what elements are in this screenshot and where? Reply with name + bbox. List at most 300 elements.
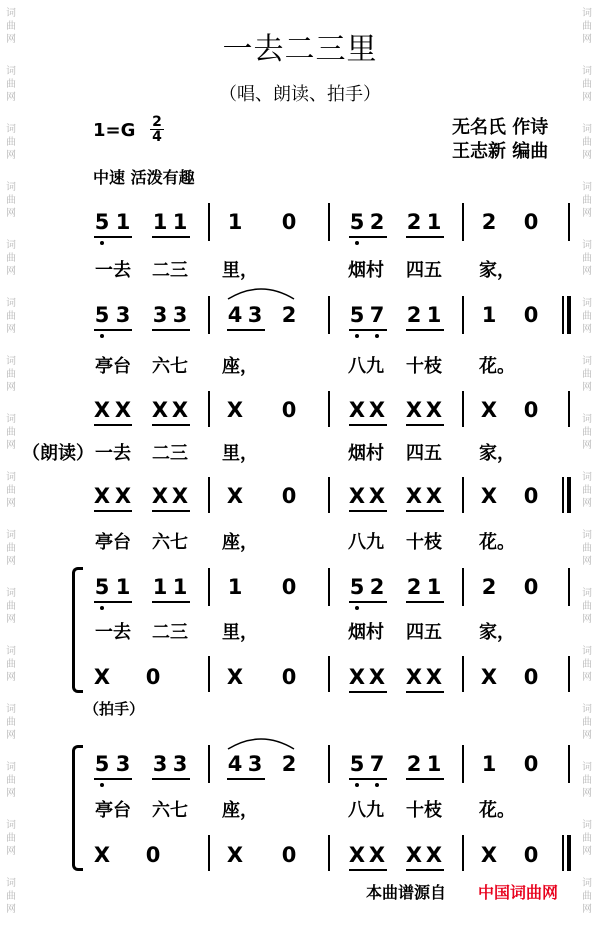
note: 5 xyxy=(349,210,365,234)
low-octave-dot xyxy=(355,783,359,787)
underline xyxy=(349,236,387,238)
note: 1 xyxy=(426,303,442,327)
note: 7 xyxy=(369,752,385,776)
composer-credit: 王志新 编曲 xyxy=(452,141,549,162)
note: 0 xyxy=(281,210,297,234)
note: X xyxy=(114,398,132,422)
barline xyxy=(208,835,210,871)
note: X xyxy=(480,484,498,508)
watermark-glyph: 网 xyxy=(582,556,592,567)
note: 0 xyxy=(523,484,539,508)
time-signature: 2 4 xyxy=(150,115,164,144)
low-octave-dot xyxy=(100,783,104,787)
watermark-glyph: 网 xyxy=(6,150,16,161)
barline xyxy=(562,296,564,334)
watermark-glyph: 网 xyxy=(6,92,16,103)
watermark-glyph: 词 xyxy=(6,588,16,599)
underline xyxy=(406,691,444,693)
watermark-glyph: 词 xyxy=(6,530,16,541)
watermark-glyph: 曲 xyxy=(6,311,16,322)
underline xyxy=(406,778,444,780)
watermark-glyph: 网 xyxy=(582,614,592,625)
watermark-glyph: 词 xyxy=(582,820,592,831)
note: X xyxy=(368,484,386,508)
note: 0 xyxy=(145,665,161,689)
watermark-glyph: 曲 xyxy=(582,601,592,612)
lyric: 烟村 xyxy=(348,260,384,281)
lyric: 亭台 xyxy=(95,800,131,821)
watermark-glyph: 网 xyxy=(582,208,592,219)
barline xyxy=(462,203,464,241)
underline xyxy=(349,601,387,603)
page-title: 一去二三里 xyxy=(222,32,378,67)
tempo-marking: 中速 活泼有趣 xyxy=(93,168,195,187)
watermark-glyph: 曲 xyxy=(6,253,16,264)
watermark-glyph: 网 xyxy=(6,614,16,625)
low-octave-dot xyxy=(355,241,359,245)
watermark-glyph: 词 xyxy=(6,124,16,135)
watermark-glyph: 曲 xyxy=(6,659,16,670)
underline xyxy=(94,510,132,512)
note: X xyxy=(368,398,386,422)
lyric: 八九 xyxy=(348,356,384,377)
note: 1 xyxy=(172,210,188,234)
source-note: 本曲谱源自 xyxy=(366,883,447,902)
note: X xyxy=(226,398,244,422)
note: 3 xyxy=(247,752,263,776)
low-octave-dot xyxy=(100,334,104,338)
watermark-glyph: 曲 xyxy=(582,427,592,438)
lyric: 里， xyxy=(222,622,258,643)
lyric: 二三 xyxy=(152,622,188,643)
note: 2 xyxy=(481,210,497,234)
watermark-glyph: 词 xyxy=(6,414,16,425)
note: X xyxy=(480,398,498,422)
barline xyxy=(328,296,330,334)
note: 2 xyxy=(481,575,497,599)
barline xyxy=(208,745,210,783)
underline xyxy=(152,601,190,603)
watermark-glyph: 曲 xyxy=(6,833,16,844)
watermark-glyph: 曲 xyxy=(6,195,16,206)
underline xyxy=(406,869,444,871)
note: 0 xyxy=(145,843,161,867)
note: 1 xyxy=(481,303,497,327)
lyric: 一去 xyxy=(95,260,131,281)
watermark-glyph: 词 xyxy=(6,356,16,367)
lyric: 八九 xyxy=(348,800,384,821)
lyric: 花。 xyxy=(479,800,515,821)
lyric: 里， xyxy=(222,260,258,281)
note: 0 xyxy=(523,843,539,867)
underline xyxy=(406,424,444,426)
watermark-glyph: 网 xyxy=(6,382,16,393)
watermark-glyph: 曲 xyxy=(582,833,592,844)
note: 4 xyxy=(227,303,243,327)
note: 2 xyxy=(406,752,422,776)
underline xyxy=(227,329,265,331)
underline xyxy=(152,510,190,512)
watermark-glyph: 曲 xyxy=(582,79,592,90)
note: 2 xyxy=(406,303,422,327)
note: 1 xyxy=(426,575,442,599)
watermark-glyph: 网 xyxy=(582,324,592,335)
subtitle: （唱、朗读、拍手） xyxy=(219,84,381,105)
note: 1 xyxy=(152,575,168,599)
lyric: 家， xyxy=(479,622,515,643)
underline xyxy=(349,691,387,693)
low-octave-dot xyxy=(375,334,379,338)
watermark-glyph: 词 xyxy=(6,704,16,715)
note: 3 xyxy=(115,752,131,776)
barline xyxy=(462,391,464,427)
barline xyxy=(462,296,464,334)
note: 2 xyxy=(406,575,422,599)
barline xyxy=(568,391,570,427)
note: X xyxy=(93,398,111,422)
underline xyxy=(152,329,190,331)
barline xyxy=(208,296,210,334)
note: 3 xyxy=(152,752,168,776)
barline xyxy=(568,745,570,783)
lyric: 二三 xyxy=(152,443,188,464)
watermark-glyph: 曲 xyxy=(6,21,16,32)
lyric: 二三 xyxy=(152,260,188,281)
note: X xyxy=(425,665,443,689)
watermark-column-right xyxy=(580,0,594,929)
slur xyxy=(226,285,296,301)
barline xyxy=(328,656,330,692)
note: X xyxy=(368,665,386,689)
underline xyxy=(152,778,190,780)
note: 1 xyxy=(115,575,131,599)
note: X xyxy=(226,665,244,689)
note: 3 xyxy=(152,303,168,327)
lyric: 花。 xyxy=(479,532,515,553)
note: X xyxy=(114,484,132,508)
watermark-glyph: 词 xyxy=(582,762,592,773)
note: X xyxy=(425,398,443,422)
lyric: 烟村 xyxy=(348,443,384,464)
lyric: 家， xyxy=(479,260,515,281)
barline xyxy=(208,656,210,692)
note: 1 xyxy=(227,210,243,234)
low-octave-dot xyxy=(375,783,379,787)
site-link[interactable]: 中国词曲网 xyxy=(478,883,559,902)
lyric: 六七 xyxy=(152,356,188,377)
underline xyxy=(349,778,387,780)
watermark-glyph: 网 xyxy=(582,788,592,799)
barline xyxy=(208,203,210,241)
read-label: （朗读） xyxy=(22,443,94,464)
watermark-glyph: 词 xyxy=(6,646,16,657)
watermark-glyph: 词 xyxy=(6,8,16,19)
lyric: 四五 xyxy=(406,260,442,281)
note: X xyxy=(348,843,366,867)
note: 3 xyxy=(247,303,263,327)
note: X xyxy=(171,398,189,422)
note: 1 xyxy=(481,752,497,776)
watermark-glyph: 曲 xyxy=(582,891,592,902)
note: 0 xyxy=(281,575,297,599)
note: X xyxy=(348,665,366,689)
watermark-glyph: 词 xyxy=(582,298,592,309)
note: X xyxy=(171,484,189,508)
watermark-glyph: 曲 xyxy=(582,543,592,554)
barline xyxy=(328,835,330,871)
watermark-glyph: 曲 xyxy=(582,485,592,496)
final-barline xyxy=(567,835,571,871)
underline xyxy=(152,236,190,238)
note: 5 xyxy=(349,575,365,599)
watermark-glyph: 词 xyxy=(582,878,592,889)
underline xyxy=(349,329,387,331)
lyric: 里， xyxy=(222,443,258,464)
note: X xyxy=(405,665,423,689)
note: X xyxy=(425,843,443,867)
underline xyxy=(349,510,387,512)
underline xyxy=(406,236,444,238)
watermark-glyph: 词 xyxy=(6,820,16,831)
barline xyxy=(462,745,464,783)
low-octave-dot xyxy=(100,606,104,610)
lyricist-credit: 无名氏 作诗 xyxy=(452,117,549,138)
watermark-glyph: 网 xyxy=(6,266,16,277)
underline xyxy=(349,869,387,871)
underline xyxy=(406,329,444,331)
watermark-glyph: 网 xyxy=(582,904,592,915)
watermark-glyph: 曲 xyxy=(582,195,592,206)
underline xyxy=(94,601,132,603)
note: 2 xyxy=(281,303,297,327)
barline xyxy=(568,203,570,241)
lyric: 十枝 xyxy=(406,800,442,821)
note: 0 xyxy=(281,843,297,867)
barline xyxy=(208,391,210,427)
lyric: 亭台 xyxy=(95,532,131,553)
watermark-column-left xyxy=(4,0,18,929)
note: 1 xyxy=(172,575,188,599)
note: 7 xyxy=(369,303,385,327)
note: 2 xyxy=(369,210,385,234)
underline xyxy=(406,601,444,603)
note: X xyxy=(93,843,111,867)
watermark-glyph: 词 xyxy=(6,762,16,773)
watermark-glyph: 网 xyxy=(6,498,16,509)
watermark-glyph: 词 xyxy=(6,182,16,193)
final-barline xyxy=(567,296,571,334)
note: 2 xyxy=(281,752,297,776)
note: X xyxy=(405,843,423,867)
watermark-glyph: 词 xyxy=(582,8,592,19)
watermark-glyph: 网 xyxy=(6,208,16,219)
lyric: 座， xyxy=(222,532,258,553)
low-octave-dot xyxy=(100,241,104,245)
watermark-glyph: 曲 xyxy=(6,891,16,902)
note: 5 xyxy=(94,210,110,234)
watermark-glyph: 网 xyxy=(6,34,16,45)
watermark-glyph: 曲 xyxy=(582,369,592,380)
watermark-glyph: 网 xyxy=(6,324,16,335)
watermark-glyph: 词 xyxy=(582,66,592,77)
note: 0 xyxy=(523,210,539,234)
barline xyxy=(208,477,210,513)
barline xyxy=(562,477,564,513)
clap-label: （拍手） xyxy=(84,700,145,718)
underline xyxy=(94,424,132,426)
watermark-glyph: 词 xyxy=(582,530,592,541)
note: 4 xyxy=(227,752,243,776)
watermark-glyph: 词 xyxy=(582,704,592,715)
barline xyxy=(328,568,330,606)
low-octave-dot xyxy=(355,606,359,610)
note: 0 xyxy=(281,398,297,422)
lyric: 十枝 xyxy=(406,356,442,377)
watermark-glyph: 网 xyxy=(6,730,16,741)
watermark-glyph: 词 xyxy=(6,472,16,483)
watermark-glyph: 曲 xyxy=(6,717,16,728)
note: 1 xyxy=(115,210,131,234)
note: 3 xyxy=(172,752,188,776)
barline xyxy=(328,477,330,513)
note: X xyxy=(368,843,386,867)
system-bracket xyxy=(72,567,83,693)
watermark-glyph: 网 xyxy=(582,92,592,103)
note: X xyxy=(226,484,244,508)
watermark-glyph: 曲 xyxy=(582,311,592,322)
note: X xyxy=(93,665,111,689)
watermark-glyph: 词 xyxy=(582,646,592,657)
watermark-glyph: 网 xyxy=(6,672,16,683)
note: X xyxy=(480,843,498,867)
underline xyxy=(94,778,132,780)
underline xyxy=(227,778,265,780)
lyric: 六七 xyxy=(152,800,188,821)
underline xyxy=(406,510,444,512)
underline xyxy=(94,236,132,238)
watermark-glyph: 词 xyxy=(582,182,592,193)
lyric: 一去 xyxy=(95,443,131,464)
barline xyxy=(328,745,330,783)
barline xyxy=(328,203,330,241)
barline xyxy=(462,568,464,606)
watermark-glyph: 曲 xyxy=(6,79,16,90)
final-barline xyxy=(567,477,571,513)
barline xyxy=(328,391,330,427)
note: 5 xyxy=(349,303,365,327)
note: X xyxy=(93,484,111,508)
note: X xyxy=(480,665,498,689)
watermark-glyph: 曲 xyxy=(582,717,592,728)
watermark-glyph: 曲 xyxy=(6,485,16,496)
low-octave-dot xyxy=(355,334,359,338)
watermark-glyph: 词 xyxy=(582,124,592,135)
lyric: 座， xyxy=(222,356,258,377)
note: X xyxy=(425,484,443,508)
watermark-glyph: 网 xyxy=(582,34,592,45)
barline xyxy=(462,835,464,871)
lyric: 四五 xyxy=(406,443,442,464)
barline xyxy=(462,656,464,692)
barline xyxy=(562,835,564,871)
watermark-glyph: 曲 xyxy=(6,775,16,786)
watermark-glyph: 曲 xyxy=(6,137,16,148)
barline xyxy=(462,477,464,513)
watermark-glyph: 词 xyxy=(6,240,16,251)
note: 3 xyxy=(172,303,188,327)
note: X xyxy=(151,484,169,508)
watermark-glyph: 曲 xyxy=(6,543,16,554)
watermark-glyph: 网 xyxy=(582,730,592,741)
slur xyxy=(226,735,296,751)
underline xyxy=(349,424,387,426)
underline xyxy=(152,424,190,426)
note: 0 xyxy=(523,665,539,689)
watermark-glyph: 曲 xyxy=(582,21,592,32)
note: 1 xyxy=(227,575,243,599)
barline xyxy=(568,568,570,606)
note: 5 xyxy=(94,575,110,599)
lyric: 八九 xyxy=(348,532,384,553)
watermark-glyph: 网 xyxy=(582,672,592,683)
watermark-glyph: 曲 xyxy=(6,427,16,438)
key-signature: 1=G xyxy=(93,120,136,141)
watermark-glyph: 网 xyxy=(582,150,592,161)
note: 0 xyxy=(523,398,539,422)
watermark-glyph: 网 xyxy=(6,788,16,799)
note: 3 xyxy=(115,303,131,327)
lyric: 亭台 xyxy=(95,356,131,377)
watermark-glyph: 词 xyxy=(6,66,16,77)
watermark-glyph: 网 xyxy=(582,498,592,509)
system-bracket xyxy=(72,745,83,871)
watermark-glyph: 词 xyxy=(582,240,592,251)
lyric: 十枝 xyxy=(406,532,442,553)
lyric: 四五 xyxy=(406,622,442,643)
watermark-glyph: 网 xyxy=(6,556,16,567)
watermark-glyph: 网 xyxy=(582,846,592,857)
watermark-glyph: 曲 xyxy=(6,601,16,612)
note: 0 xyxy=(523,752,539,776)
note: 0 xyxy=(281,665,297,689)
watermark-glyph: 网 xyxy=(582,382,592,393)
watermark-glyph: 词 xyxy=(582,356,592,367)
note: 1 xyxy=(426,752,442,776)
watermark-glyph: 曲 xyxy=(582,137,592,148)
lyric: 家， xyxy=(479,443,515,464)
watermark-glyph: 曲 xyxy=(582,775,592,786)
note: 2 xyxy=(406,210,422,234)
watermark-glyph: 曲 xyxy=(582,253,592,264)
watermark-glyph: 网 xyxy=(582,266,592,277)
note: X xyxy=(348,484,366,508)
note: 1 xyxy=(152,210,168,234)
note: 0 xyxy=(523,303,539,327)
watermark-glyph: 曲 xyxy=(582,659,592,670)
barline xyxy=(568,656,570,692)
note: X xyxy=(405,398,423,422)
watermark-glyph: 网 xyxy=(582,440,592,451)
lyric: 六七 xyxy=(152,532,188,553)
note: X xyxy=(151,398,169,422)
note: 5 xyxy=(94,752,110,776)
watermark-glyph: 词 xyxy=(582,588,592,599)
watermark-glyph: 网 xyxy=(6,440,16,451)
lyric: 烟村 xyxy=(348,622,384,643)
note: 0 xyxy=(281,484,297,508)
watermark-glyph: 网 xyxy=(6,904,16,915)
watermark-glyph: 词 xyxy=(6,298,16,309)
